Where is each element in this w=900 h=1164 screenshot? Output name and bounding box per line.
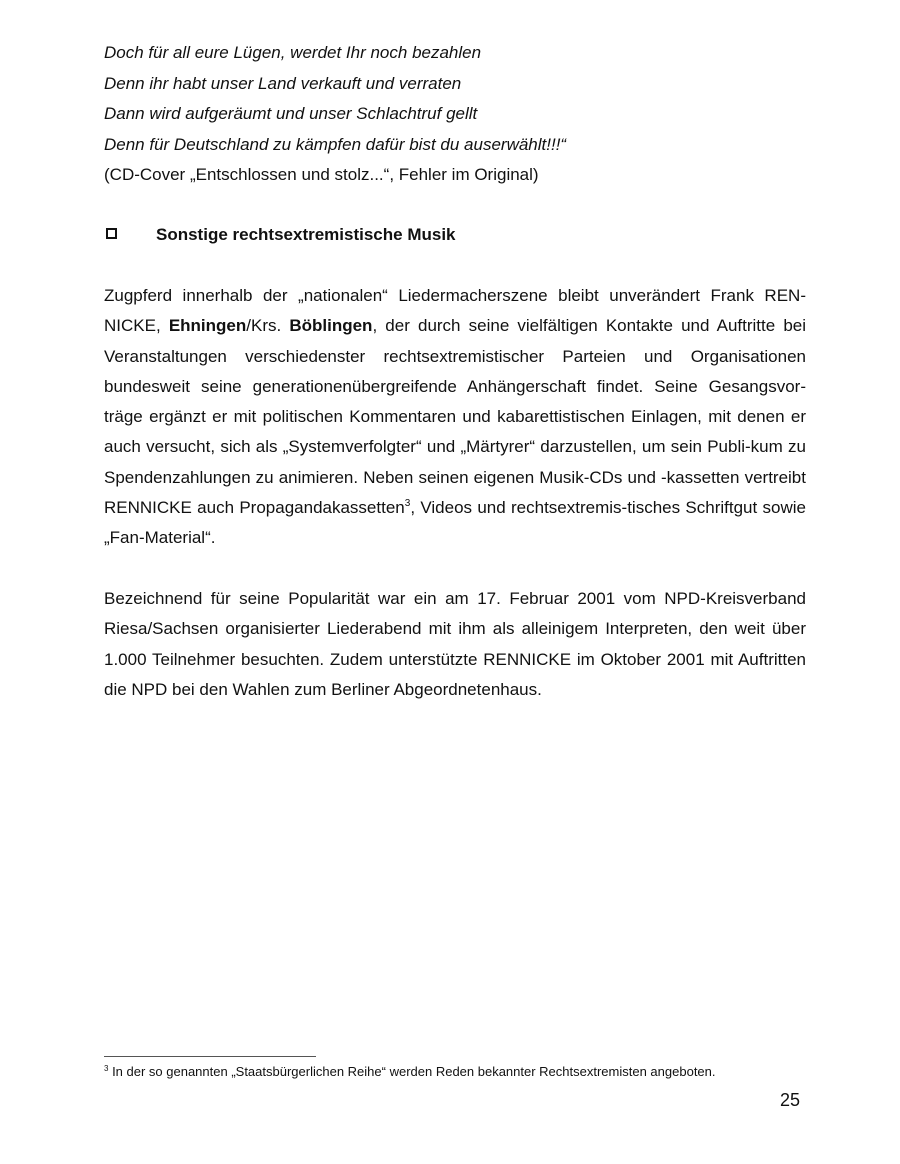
footnote-text: In der so genannten „Staatsbürgerlichen Reihe“ werden Reden bekannter Rechtsextremisten angeboten. bbox=[108, 1064, 716, 1079]
footnote-separator bbox=[104, 1056, 316, 1057]
paragraph-text: Zugpferd innerhalb der „nationalen“ Liedermacherszene bleibt unverändert Frank REN-NICKE, bbox=[104, 286, 806, 336]
paragraph-text: , der durch seine vielfältigen Kontakte und Auftritte bei Veranstaltungen verschiedenster rechtsextremistischer Parteien und Organisationen bundesweit seine generationenübergreifende Anhängerschaft findet. Seine Gesangsvor-träge ergänzt er mit politischen Kommentaren und kabarettistischen Einlagen, mit denen er auch versucht, sich als „Systemverfolgter“ und „Märtyrer“ darzustellen, um sein Publi-kum zu Spendenzahlungen zu animieren. Neben seinen eigenen Musik-CDs und -kassetten vertreibt RENNICKE auch Propagandakassetten bbox=[104, 316, 807, 518]
footnote bbox=[104, 1062, 814, 1082]
paragraph-text: , Videos und rechtsextremis-tisches Schriftgut sowie „Fan-Material“. bbox=[104, 498, 807, 548]
verse-line: Denn ihr habt unser Land verkauft und verraten bbox=[104, 73, 462, 93]
paragraph-text: /Krs. bbox=[246, 316, 290, 336]
paragraph-rennicke bbox=[104, 281, 806, 554]
place-name-bold: Ehningen bbox=[168, 316, 247, 336]
footnote-reference: 3 bbox=[404, 498, 411, 510]
verse-source-caption: (CD-Cover „Entschlossen und stolz...“, Fehler im Original) bbox=[104, 165, 539, 184]
section-heading-text: Sonstige rechtsextremistische Musik bbox=[156, 225, 456, 244]
verse-line: Dann wird aufgeräumt und unser Schlachtruf gellt bbox=[104, 104, 478, 123]
place-name-bold: Böblingen bbox=[289, 316, 373, 336]
verse-line: Denn für Deutschland zu kämpfen dafür bist du auserwählt!!!“ bbox=[104, 134, 567, 154]
checkbox-square-icon bbox=[106, 228, 117, 239]
quoted-verse bbox=[104, 38, 814, 191]
verse-line: Doch für all eure Lügen, werdet Ihr noch bezahlen bbox=[104, 43, 482, 62]
paragraph-popularity: Bezeichnend für seine Popularität war ein am 17. Februar 2001 vom NPD-Kreisverband Riesa/Sachsen organisierter Liederabend mit ihm als alleinigem Interpreten, den weit über 1.000 Teilnehmer besuchten. Zudem unterstützte RENNICKE im Oktober 2001 mit Auftritten die NPD bei den Wahlen zum Berliner Abgeordnetenhaus. bbox=[104, 589, 806, 699]
page-number: 25 bbox=[779, 1090, 800, 1110]
section-heading bbox=[104, 220, 814, 250]
footnote-marker: 3 bbox=[104, 1064, 109, 1073]
